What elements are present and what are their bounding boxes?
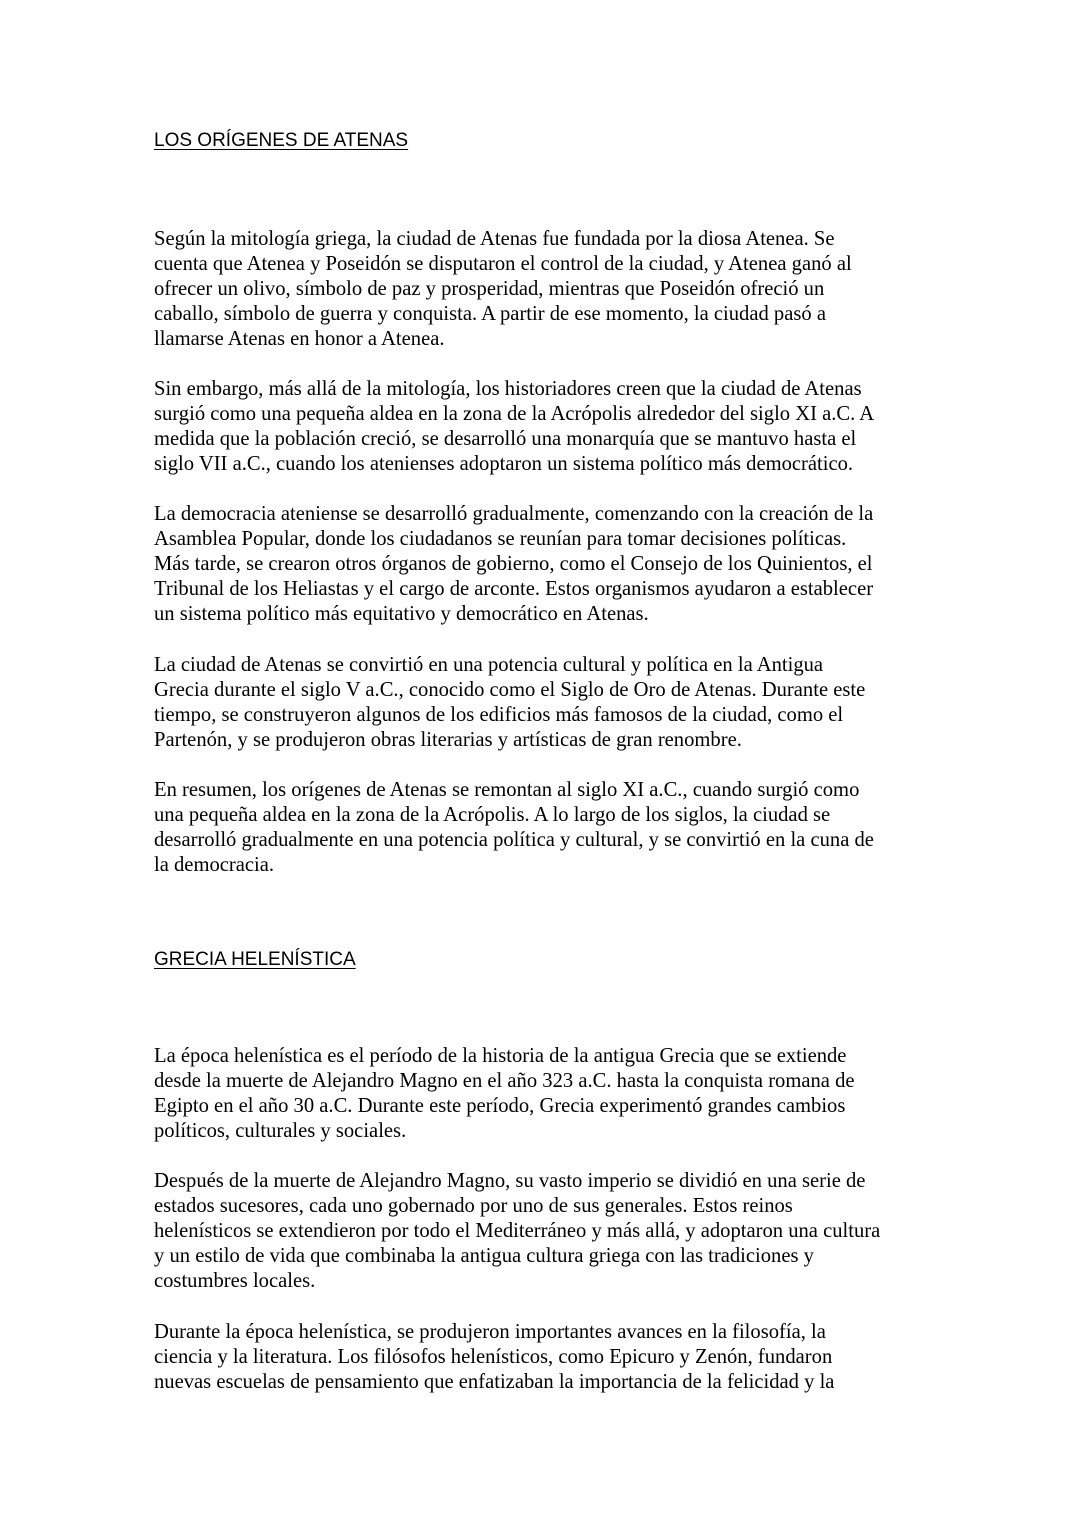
text-line: En resumen, los orígenes de Atenas se remontan al siglo XI a.C., cuando surgió como bbox=[154, 779, 860, 801]
text-line: un sistema político más equitativo y democrático en Atenas. bbox=[154, 603, 649, 625]
text-line: Grecia durante el siglo V a.C., conocido como el Siglo de Oro de Atenas. Durante este bbox=[154, 679, 866, 701]
text-line: helenísticos se extendieron por todo el Mediterráneo y más allá, y adoptaron una cultura bbox=[154, 1220, 881, 1242]
text-line: cuenta que Atenea y Poseidón se disputaron el control de la ciudad, y Atenea ganó al bbox=[154, 253, 852, 275]
text-line: nuevas escuelas de pensamiento que enfatizaban la importancia de la felicidad y la bbox=[154, 1371, 835, 1393]
text-line: Según la mitología griega, la ciudad de Atenas fue fundada por la diosa Atenea. Se bbox=[154, 228, 835, 250]
text-line: una pequeña aldea en la zona de la Acrópolis. A lo largo de los siglos, la ciudad se bbox=[154, 804, 831, 826]
text-line: medida que la población creció, se desarrolló una monarquía que se mantuvo hasta el bbox=[154, 428, 857, 450]
text-line: La democracia ateniense se desarrolló gradualmente, comenzando con la creación de la bbox=[154, 503, 874, 525]
text-line: caballo, símbolo de guerra y conquista. A partir de ese momento, la ciudad pasó a bbox=[154, 303, 826, 325]
text-line: Después de la muerte de Alejandro Magno, su vasto imperio se dividió en una serie de bbox=[154, 1170, 866, 1192]
text-line: Egipto en el año 30 a.C. Durante este período, Grecia experimentó grandes cambios bbox=[154, 1095, 846, 1117]
text-line: Asamblea Popular, donde los ciudadanos se reunían para tomar decisiones políticas. bbox=[154, 528, 847, 550]
section-heading-hellenistic: GRECIA HELENÍSTICA bbox=[154, 949, 356, 970]
text-line: Sin embargo, más allá de la mitología, los historiadores creen que la ciudad de Atenas bbox=[154, 378, 862, 400]
text-line: la democracia. bbox=[154, 854, 275, 876]
text-line: Durante la época helenística, se produjeron importantes avances en la filosofía, la bbox=[154, 1321, 826, 1343]
text-line: y un estilo de vida que combinaba la antigua cultura griega con las tradiciones y bbox=[154, 1245, 814, 1267]
text-line: La ciudad de Atenas se convirtió en una potencia cultural y política en la Antigua bbox=[154, 654, 824, 676]
text-line: Tribunal de los Heliastas y el cargo de arconte. Estos organismos ayudaron a establecer bbox=[154, 578, 874, 600]
paragraph bbox=[154, 778, 934, 878]
text-line: La época helenística es el período de la historia de la antigua Grecia que se extiende bbox=[154, 1045, 847, 1067]
text-line: surgió como una pequeña aldea en la zona de la Acrópolis alrededor del siglo XI a.C. A bbox=[154, 403, 875, 425]
text-line: Partenón, y se produjeron obras literarias y artísticas de gran renombre. bbox=[154, 729, 742, 751]
paragraph bbox=[154, 227, 934, 352]
paragraph bbox=[154, 377, 934, 477]
section-heading-origins: LOS ORÍGENES DE ATENAS bbox=[154, 130, 409, 151]
paragraph bbox=[154, 502, 934, 627]
text-line: tiempo, se construyeron algunos de los edificios más famosos de la ciudad, como el bbox=[154, 704, 844, 726]
paragraph bbox=[154, 1044, 934, 1144]
text-line: desde la muerte de Alejandro Magno en el año 323 a.C. hasta la conquista romana de bbox=[154, 1070, 855, 1092]
text-line: costumbres locales. bbox=[154, 1270, 316, 1292]
text-line: Más tarde, se crearon otros órganos de gobierno, como el Consejo de los Quinientos, el bbox=[154, 553, 873, 575]
text-line: ofrecer un olivo, símbolo de paz y prosperidad, mientras que Poseidón ofreció un bbox=[154, 278, 825, 300]
paragraph bbox=[154, 653, 934, 753]
paragraph bbox=[154, 1320, 934, 1395]
text-line: estados sucesores, cada uno gobernado por uno de sus generales. Estos reinos bbox=[154, 1195, 793, 1217]
text-line: desarrolló gradualmente en una potencia política y cultural, y se convirtió en la cuna de bbox=[154, 829, 874, 851]
text-line: siglo VII a.C., cuando los atenienses adoptaron un sistema político más democrático. bbox=[154, 453, 854, 475]
text-line: llamarse Atenas en honor a Atenea. bbox=[154, 328, 445, 350]
text-line: políticos, culturales y sociales. bbox=[154, 1120, 407, 1142]
text-line: ciencia y la literatura. Los filósofos helenísticos, como Epicuro y Zenón, fundaron bbox=[154, 1346, 833, 1368]
paragraph bbox=[154, 1169, 934, 1294]
